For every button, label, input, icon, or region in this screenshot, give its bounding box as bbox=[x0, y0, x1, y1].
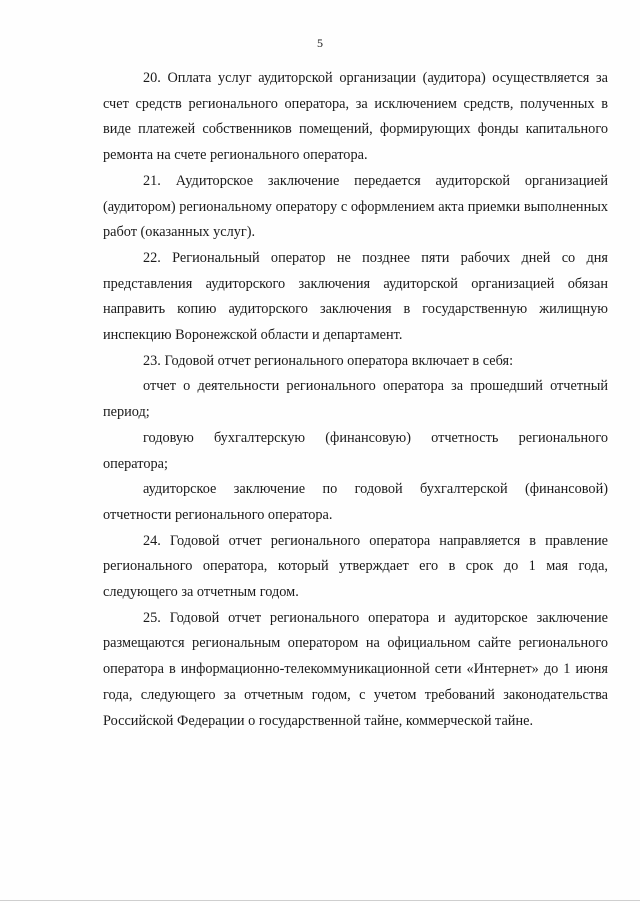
paragraph-20: 20. Оплата услуг аудиторской организации (аудитора) осуществляется за счет средств регионального оператора, за исключением средств, полученных в виде платежей собственников помещений, формирующих фонды капитального ремонта на счете регионального оператора. bbox=[103, 70, 608, 164]
scan-bottom-edge bbox=[0, 900, 640, 901]
paragraph-23: 23. Годовой отчет регионального оператора включает в себя: bbox=[143, 352, 514, 369]
paragraph-21: 21. Аудиторское заключение передается аудиторской организацией (аудитором) региональному оператору с оформлением акта приемки выполненных работ (оказанных услуг). bbox=[103, 172, 608, 241]
paragraph-25: 25. Годовой отчет регионального оператора и аудиторское заключение размещаются региональным оператором на официальном сайте регионального оператора в информационно-телекоммуникационной сети «Интернет» до 1 июня года, следующего за отчетным годом, с учетом требований законодательства Российской Федерации о государственной тайне, коммерческой тайне. bbox=[103, 609, 608, 729]
paragraph-23-item-1: отчет о деятельности регионального оператора за прошедший отчетный период; bbox=[103, 378, 608, 421]
paragraph-22: 22. Региональный оператор не позднее пяти рабочих дней со дня представления аудиторского заключения аудиторской организацией обязан направить копию аудиторского заключения в государственную жилищную инспекцию Воронежской области и департамент. bbox=[103, 249, 608, 344]
paragraph-24: 24. Годовой отчет регионального оператора направляется в правление регионального оператора, который утверждает его в срок до 1 мая года, следующего за отчетным годом. bbox=[103, 532, 608, 601]
page-number: 5 bbox=[317, 36, 323, 50]
document-body bbox=[103, 66, 608, 734]
paragraph-23-item-3: аудиторское заключение по годовой бухгалтерской (финансовой) отчетности регионального оператора. bbox=[103, 481, 608, 523]
paragraph-23-item-2: годовую бухгалтерскую (финансовую) отчетность регионального оператора; bbox=[103, 429, 608, 472]
